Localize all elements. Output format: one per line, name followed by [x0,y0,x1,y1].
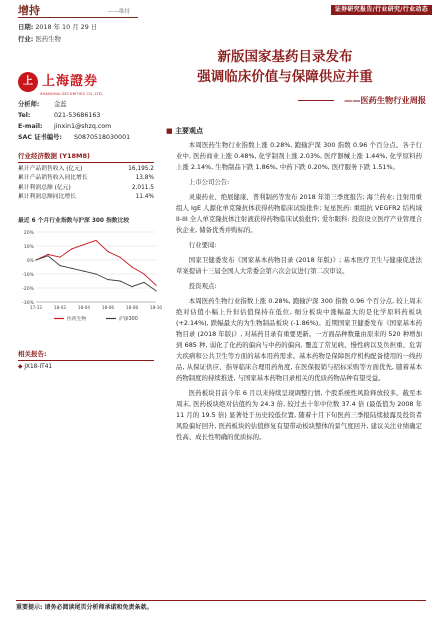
x-tick-label: 18-06 [101,305,115,310]
date-value: 2018 年 10 月 29 日 [35,23,98,31]
y-tick-label: 20% [23,230,34,236]
table-row [18,166,154,176]
analyst-row [18,100,156,111]
analyst-row [18,111,156,122]
x-tick-label: 18-04 [77,305,91,310]
title-line-2: 强调临床价值与保障供应并重 [197,68,373,85]
data-point [71,248,72,249]
table-row [18,175,154,185]
date-label: 日期: [18,23,34,31]
x-tick-label: 18-08 [125,305,139,310]
row-value: 13.8% [135,175,154,182]
report-header [0,0,440,42]
sac-label: SAC 证书编号: [18,134,62,142]
rating-divider [18,17,138,18]
data-point [119,257,120,258]
legend-label: 沪深300 [119,317,138,322]
data-point [131,266,132,267]
y-tick-label: -10% [22,272,34,278]
email-value[interactable]: jinxin1@shzq.com [54,123,112,131]
paragraph: 投资观点: [188,282,217,291]
series-line-1 [36,256,156,291]
data-point [35,259,36,260]
paragraph: 医药板块目前今年 6 月以来持续呈现调整行情, 个股系统性风险释放较多。截至本周末, 医药板块绝对估值约为 24.3 倍, 较过去十年中位数 37.4 倍 (最低值为 2008 年 11 月的 19.5 倍) 显著处于历史较低位置, 随着十月下旬医药三季报陆续披露及投资者风险偏好回升, 医药板块的估值修复有望带动板块整体的景气度回升, 建议关注业绩确定性高、成长性明确的优质标的。 [176,389,422,442]
row-label: 累计产品销售收入同比增长 [18,175,88,182]
report-title [150,48,420,87]
data-point [131,286,132,287]
analyst-label: 分析师: [18,101,40,109]
analyst-name: 金蕊 [54,101,67,109]
report-body [176,140,422,447]
data-point [95,273,96,274]
analyst-row [18,122,156,133]
report-tags: 证券研究报告/行业研究/行业动态 [331,5,432,15]
series-divider [298,100,334,101]
y-tick-label: 10% [23,244,34,250]
x-tick-label: 18-02 [53,305,67,310]
industry-data-table [18,152,154,204]
index-comparison-chart [14,218,163,330]
row-label: 累计利润总额同比增长 [18,194,76,201]
paragraph: 国家卫健委发布《国家基本药物目录 (2018 年版)》; 基本医疗卫生与健康促进法草案提请十三届全国人大常委会第六次会议进行第二次审议。 [176,256,422,276]
title-line-1: 新版国家基药目录发布 [217,49,353,65]
series-line-0 [36,240,156,285]
related-reports-heading: 相关报告: [18,350,154,361]
row-value: 16,195.2 [128,165,154,172]
paragraph: 上市公司公告: [188,178,230,187]
data-point [83,244,84,245]
data-point [155,285,156,286]
paragraph: 本周医药生物行业指数上涨 0.28%, 跑输沪深 300 指数 0.96 个百分点。各子行业中, 医药商业上涨 0.48%, 化学制剂上涨 2.03%, 医疗器械上涨 1.44%, 化学原料药上涨 2.14%, 生物制品下跌 1.86%, 中药下跌 0.20%, 医疗服务下跌 1.51%。 [176,141,422,172]
industry-data-heading: 行业经济数据 (Y18M8) [18,152,154,163]
footer-disclaimer: 重要提示: 请务必阅读尾页分析师承诺和免责条款。 [16,600,426,612]
data-point [155,290,156,291]
sac-value: S0870518030001 [74,134,131,142]
x-tick-label: 18-10 [149,305,163,310]
data-point [143,282,144,283]
data-point [47,254,48,255]
data-point [59,257,60,258]
paragraph: 灵康药业、绝展健康、普利制药等发布 2018 年第三季度报告; 海兰药业: 注射用重组人 IgE 人源化单克隆抗体获得药物临床试验批件; 复星医药: 重组抗 VEGFR2 结构域 II-III 全人单克隆抗体注射液获得药物临床试验批件; 爱尔眼科: 投资设立医疗产业管理合伙企业, 储备优秀并购标的。 [176,193,422,235]
row-label: 累计利润总额 (亿元) [18,184,71,191]
related-report-link[interactable] [18,364,52,372]
legend-label: 医药生物 [67,317,87,322]
chart-canvas [14,228,163,328]
paragraph: 本周医药生物行业指数上涨 0.28%, 跑输沪深 300 指数 0.96 个百分点, 较上周末绝对估值小幅上升但估值保持在低位, 细分板块中涨幅最大的是化学原料药板块 (+2.14%), 跌幅最大的为生物制品板块 (-1.86%)。近期国家卫健委发布《国家基本药物目录 (2018 年版)》, 对基药目录有重要更新。一方面品种数量由原来的 520 种增加到 685 种, 弱化了化药的偏向与中药的偏向, 覆盖了常见病、慢性病以及负担重、危害大疾病和公共卫生等方面的基本用药需求。基本药物是保障医疗机构配备使用的一线药品, 从保证供应、指导临床合理用药角度, 在医保报销与招标采购等方面优先, 随着基本药物制度的持续推进, 与国家基本药物目录相关的优质药物品种有望受益。 [176,297,422,383]
y-tick-label: 0% [26,258,34,264]
chart-title: 最近 6 个月行业指数与沪深 300 指数比较 [18,218,130,224]
date-line [18,23,97,32]
industry-value: 医药生物 [35,35,61,43]
data-point [143,273,144,274]
rating-suffix: ——维持 [108,9,131,15]
key-points-title: 主要观点 [175,127,204,135]
analyst-info [18,100,156,144]
logo-subtitle: SHANGHAI SECURITIES CO.,LTD. [40,92,104,96]
table-row [18,194,154,204]
tel-label: Tel: [18,112,31,120]
analyst-row [18,133,156,144]
x-tick-label: 17-12 [29,305,43,310]
row-value: 11.4% [135,194,154,201]
data-point [119,280,120,281]
row-label: 累计产品销售收入 (亿元) [18,165,83,172]
bullet-icon: ◆ [18,364,23,370]
y-tick-label: -30% [22,300,34,306]
paragraph: 行业要闻: [188,241,217,250]
data-point [95,240,96,241]
logo-name: 上海證券 [42,74,99,90]
data-point [71,268,72,269]
bullet-icon: ■ [166,127,173,135]
series-title: ——医药生物行业周报 [344,95,426,105]
data-point [83,271,84,272]
data-point [107,279,108,280]
data-point [47,255,48,256]
company-logo [18,70,140,94]
key-points-heading [166,127,203,136]
y-tick-label: -20% [22,286,34,292]
industry-label: 行业: [18,35,34,43]
table-row [18,185,154,195]
logo-mark: 上 [18,72,38,92]
rating: 增持 [18,4,40,17]
data-point [59,265,60,266]
tel-value: 021-53686163 [54,112,101,120]
data-point [107,251,108,252]
industry-line [18,35,61,44]
row-value: 2,011.5 [131,184,154,191]
related-report-id[interactable]: JX18-IT41 [24,364,53,370]
email-label: E-mail: [18,123,43,131]
